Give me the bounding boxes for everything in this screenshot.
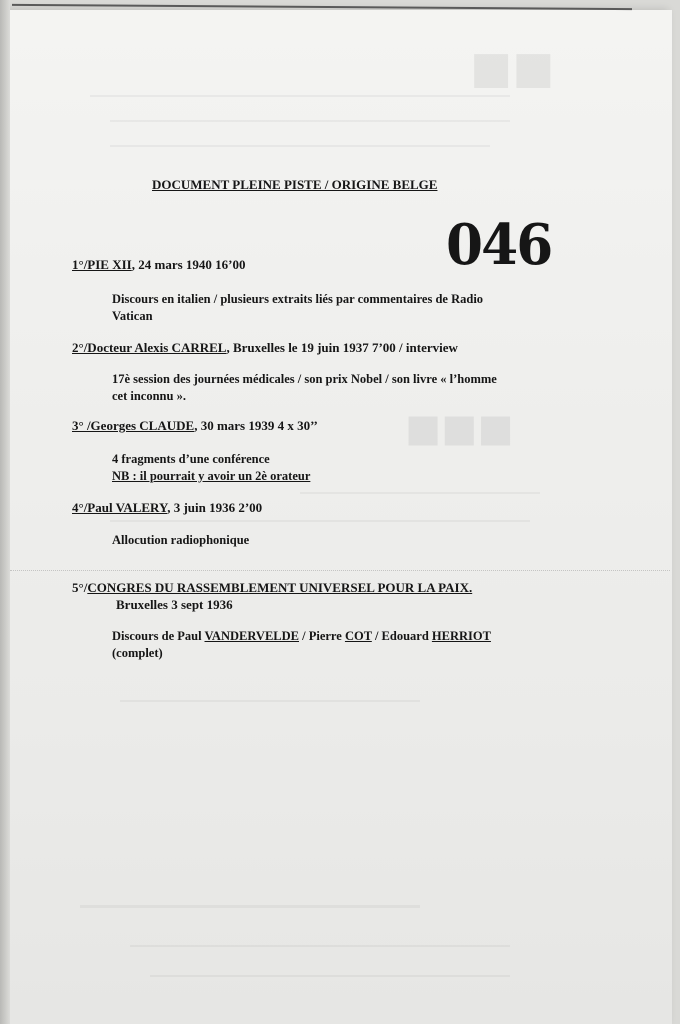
entry-2-description — [112, 371, 497, 405]
entry-5-speech-sep-2: / Edouard — [371, 629, 432, 643]
entry-3-description — [112, 451, 310, 485]
entry-3-details: , 30 mars 1939 4 x 30’’ — [194, 418, 318, 433]
document-code: 046 — [446, 212, 552, 278]
bleed-through-line — [110, 145, 490, 147]
entry-2-heading — [72, 340, 458, 356]
scan-fold-line — [10, 570, 670, 572]
entry-5-speech-suffix: (complet) — [112, 646, 163, 660]
entry-3-heading — [72, 418, 318, 434]
entry-5-speech-prefix: Discours de Paul — [112, 629, 205, 643]
bleed-through-line — [150, 975, 510, 977]
entry-1-line-2: Vatican — [112, 309, 153, 323]
entry-5-description — [112, 628, 491, 662]
bleed-through-line — [90, 95, 510, 97]
entry-2-line-2: cet inconnu ». — [112, 389, 186, 403]
entry-4-name: 4°/Paul VALERY — [72, 500, 168, 515]
entry-1-description — [112, 291, 483, 325]
entry-5-name: CONGRES DU RASSEMBLEMENT UNIVERSEL POUR LA PAIX. — [87, 580, 473, 595]
entry-5-heading — [72, 580, 472, 596]
bleed-through-line — [130, 945, 510, 947]
bleed-through-mark: ■■ — [470, 31, 555, 108]
bleed-through-line — [110, 120, 510, 122]
bleed-through-line — [120, 700, 420, 702]
entry-1-name: 1°/PIE XII — [72, 257, 132, 272]
entry-1-heading — [72, 257, 246, 273]
entry-2-details: , Bruxelles le 19 juin 1937 7’00 / interview — [226, 340, 458, 355]
entry-4-heading — [72, 500, 262, 516]
speaker-cot: COT — [344, 629, 372, 643]
entry-2-line-1: 17è session des journées médicales / son prix Nobel / son livre « l’homme — [112, 372, 497, 386]
entry-4-details: , 3 juin 1936 2’00 — [167, 500, 263, 515]
speaker-herriot: HERRIOT — [431, 629, 491, 643]
entry-4-description — [112, 532, 249, 549]
entry-2-name: 2°/Docteur Alexis CARREL — [72, 340, 227, 355]
entry-5-speakers-line — [112, 628, 491, 645]
entry-5-speech-sep-1: / Pierre — [299, 629, 345, 643]
speaker-vandervelde: VANDERVELDE — [204, 629, 299, 643]
document-title: DOCUMENT PLEINE PISTE / ORIGINE BELGE — [152, 177, 438, 192]
entry-1-details: , 24 mars 1940 16’00 — [131, 257, 246, 272]
bleed-through-mark: ■■■ — [405, 396, 514, 462]
entry-1-line-1: Discours en italien / plusieurs extraits liés par commentaires de Radio — [112, 292, 484, 306]
entry-3-line-1: 4 fragments d’une conférence — [112, 452, 270, 466]
bleed-through-line — [110, 520, 530, 522]
entry-5-prefix: 5°/ — [72, 580, 88, 595]
entry-5-subheading: Bruxelles 3 sept 1936 — [116, 597, 233, 612]
entry-3-note: NB : il pourrait y avoir un 2è orateur — [112, 469, 311, 483]
bleed-through-line — [80, 905, 420, 908]
entry-4-line-1: Allocution radiophonique — [112, 533, 250, 547]
bleed-through-line — [300, 492, 540, 494]
page-left-edge — [0, 0, 10, 1024]
entry-3-name: 3° /Georges CLAUDE — [72, 418, 195, 433]
document-sheet — [8, 10, 672, 1024]
